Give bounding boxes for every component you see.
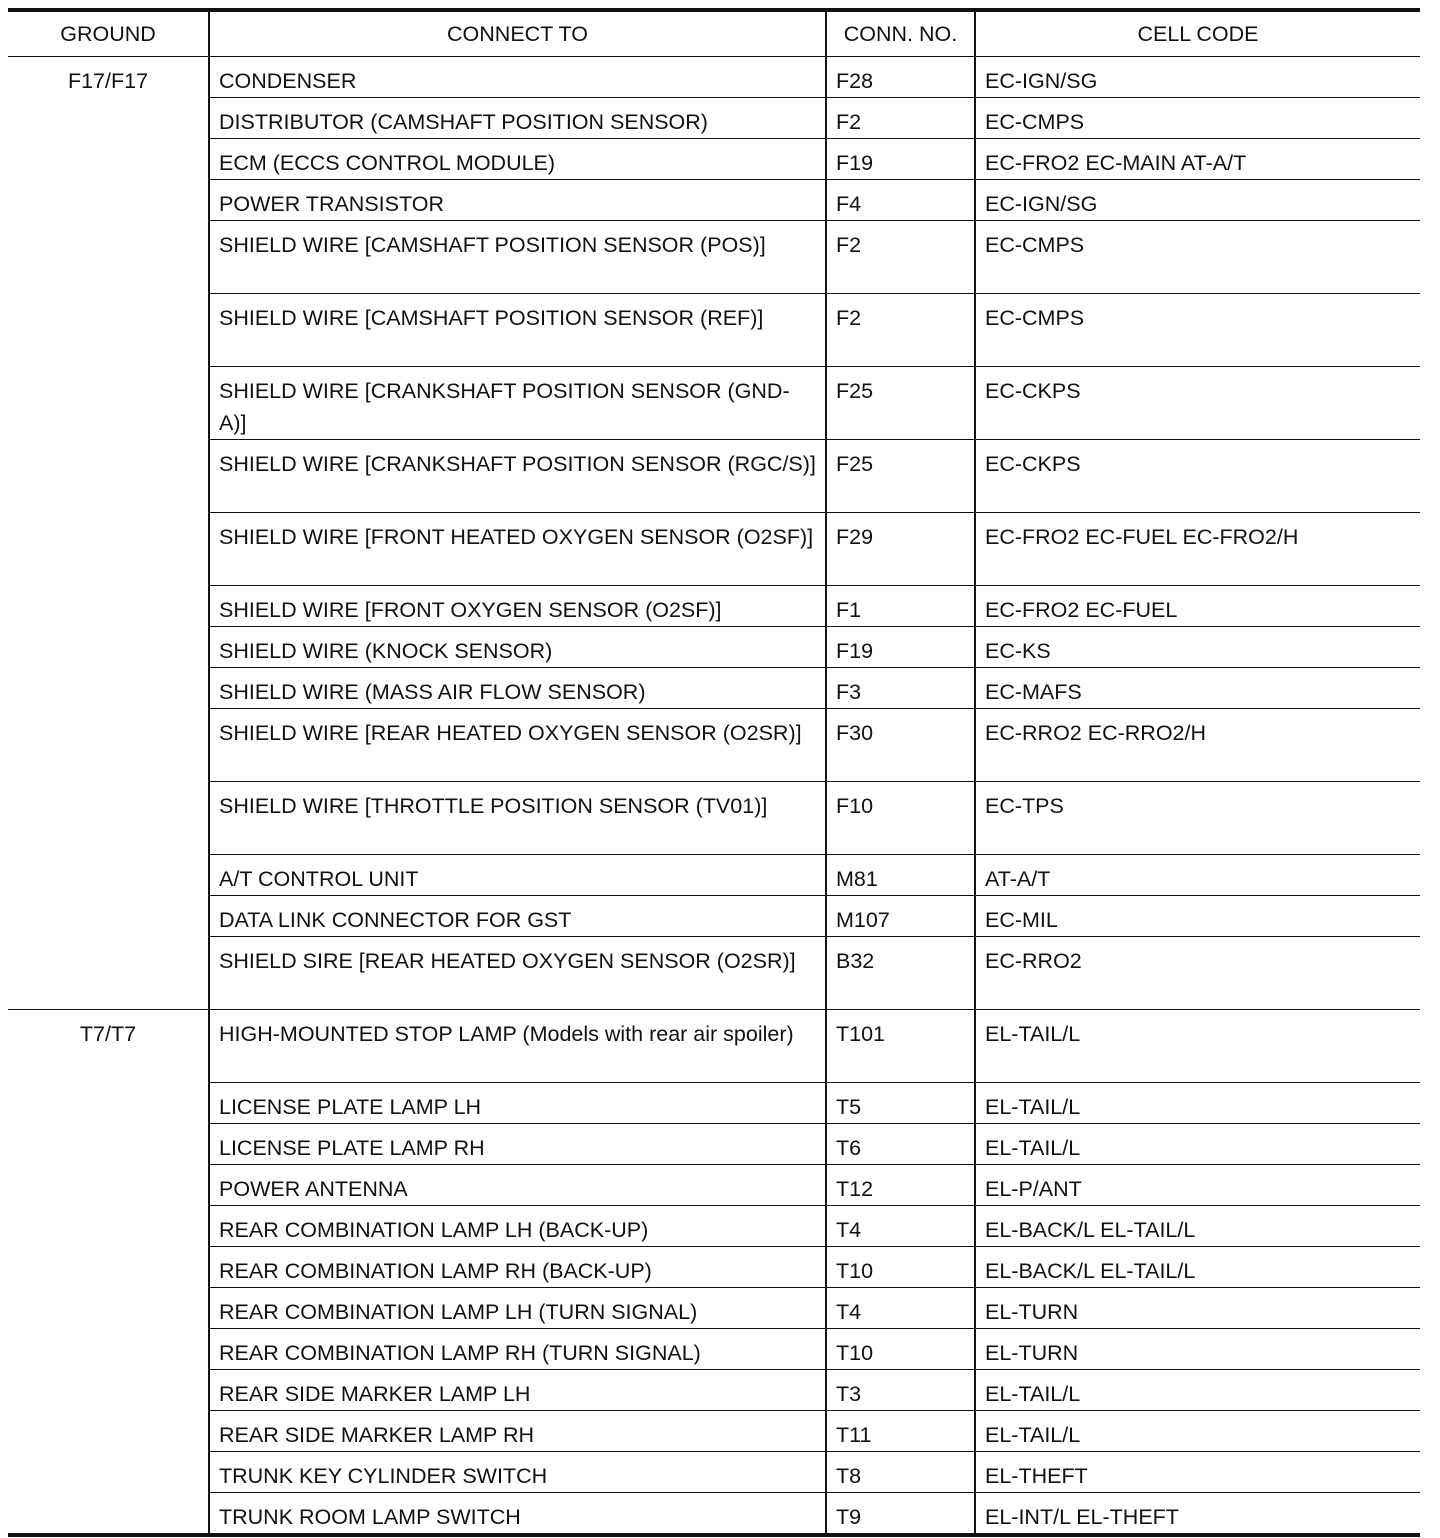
conn-no-cell: T12 bbox=[826, 1165, 975, 1206]
table-row bbox=[8, 896, 1420, 937]
connect-to-cell: SHIELD WIRE [CAMSHAFT POSITION SENSOR (REF)] bbox=[209, 294, 826, 367]
connect-to-cell: CONDENSER bbox=[209, 57, 826, 98]
cell-code-cell: EL-INT/L EL-THEFT bbox=[975, 1493, 1420, 1536]
connect-to-cell: SHIELD WIRE [CRANKSHAFT POSITION SENSOR (GND-A)] bbox=[209, 367, 826, 440]
table-row bbox=[8, 1247, 1420, 1288]
cell-code-cell: EL-BACK/L EL-TAIL/L bbox=[975, 1247, 1420, 1288]
connect-to-cell: REAR SIDE MARKER LAMP LH bbox=[209, 1370, 826, 1411]
conn-no-cell: M81 bbox=[826, 855, 975, 896]
table-row bbox=[8, 221, 1420, 294]
cell-code-cell: EC-KS bbox=[975, 627, 1420, 668]
conn-no-cell: T6 bbox=[826, 1124, 975, 1165]
cell-code-cell: EC-FRO2 EC-MAIN AT-A/T bbox=[975, 139, 1420, 180]
table-row bbox=[8, 1329, 1420, 1370]
connect-to-cell: A/T CONTROL UNIT bbox=[209, 855, 826, 896]
conn-no-cell: T10 bbox=[826, 1247, 975, 1288]
conn-no-cell: T8 bbox=[826, 1452, 975, 1493]
conn-no-cell: T4 bbox=[826, 1206, 975, 1247]
connect-to-cell: TRUNK ROOM LAMP SWITCH bbox=[209, 1493, 826, 1536]
conn-no-cell: F2 bbox=[826, 221, 975, 294]
cell-code-cell: EC-TPS bbox=[975, 782, 1420, 855]
conn-no-cell: F4 bbox=[826, 180, 975, 221]
conn-no-cell: T3 bbox=[826, 1370, 975, 1411]
connect-to-cell: ECM (ECCS CONTROL MODULE) bbox=[209, 139, 826, 180]
cell-code-cell: EL-TAIL/L bbox=[975, 1010, 1420, 1083]
table-row bbox=[8, 1411, 1420, 1452]
cell-code-cell: EC-CMPS bbox=[975, 294, 1420, 367]
connect-to-cell: LICENSE PLATE LAMP LH bbox=[209, 1083, 826, 1124]
conn-no-cell: F28 bbox=[826, 57, 975, 98]
connect-to-cell: TRUNK KEY CYLINDER SWITCH bbox=[209, 1452, 826, 1493]
conn-no-cell: F3 bbox=[826, 668, 975, 709]
cell-code-cell: EC-CMPS bbox=[975, 221, 1420, 294]
table-row bbox=[8, 709, 1420, 782]
cell-code-cell: EC-MAFS bbox=[975, 668, 1420, 709]
conn-no-cell: T11 bbox=[826, 1411, 975, 1452]
table-row bbox=[8, 139, 1420, 180]
connect-to-cell: REAR COMBINATION LAMP RH (TURN SIGNAL) bbox=[209, 1329, 826, 1370]
connect-to-cell: SHIELD WIRE [FRONT HEATED OXYGEN SENSOR (O2SF)] bbox=[209, 513, 826, 586]
header-ground: GROUND bbox=[8, 10, 209, 57]
ground-cell: F17/F17 bbox=[8, 57, 209, 1010]
cell-code-cell: EC-CMPS bbox=[975, 98, 1420, 139]
table-row bbox=[8, 513, 1420, 586]
connect-to-cell: POWER TRANSISTOR bbox=[209, 180, 826, 221]
ground-cell: T7/T7 bbox=[8, 1010, 209, 1536]
header-row bbox=[8, 10, 1420, 57]
cell-code-cell: EC-IGN/SG bbox=[975, 180, 1420, 221]
conn-no-cell: F19 bbox=[826, 627, 975, 668]
table-row bbox=[8, 586, 1420, 627]
table-body bbox=[8, 57, 1420, 1536]
conn-no-cell: F1 bbox=[826, 586, 975, 627]
conn-no-cell: T101 bbox=[826, 1010, 975, 1083]
connect-to-cell: SHIELD WIRE [REAR HEATED OXYGEN SENSOR (O2SR)] bbox=[209, 709, 826, 782]
table-row bbox=[8, 98, 1420, 139]
table-row bbox=[8, 1452, 1420, 1493]
connect-to-cell: SHIELD WIRE [CRANKSHAFT POSITION SENSOR (RGC/S)] bbox=[209, 440, 826, 513]
conn-no-cell: F2 bbox=[826, 98, 975, 139]
cell-code-cell: EC-IGN/SG bbox=[975, 57, 1420, 98]
table-row bbox=[8, 180, 1420, 221]
cell-code-cell: EC-RRO2 EC-RRO2/H bbox=[975, 709, 1420, 782]
table-row bbox=[8, 1370, 1420, 1411]
table-row bbox=[8, 937, 1420, 1010]
connect-to-cell: SHIELD WIRE (KNOCK SENSOR) bbox=[209, 627, 826, 668]
cell-code-cell: EL-TURN bbox=[975, 1288, 1420, 1329]
conn-no-cell: F2 bbox=[826, 294, 975, 367]
connect-to-cell: SHIELD SIRE [REAR HEATED OXYGEN SENSOR (O2SR)] bbox=[209, 937, 826, 1010]
connect-to-cell: HIGH-MOUNTED STOP LAMP (Models with rear air spoiler) bbox=[209, 1010, 826, 1083]
connect-to-cell: SHIELD WIRE [FRONT OXYGEN SENSOR (O2SF)] bbox=[209, 586, 826, 627]
cell-code-cell: EC-CKPS bbox=[975, 367, 1420, 440]
connect-to-cell: POWER ANTENNA bbox=[209, 1165, 826, 1206]
table-row bbox=[8, 57, 1420, 98]
table-row bbox=[8, 1010, 1420, 1083]
conn-no-cell: F25 bbox=[826, 367, 975, 440]
cell-code-cell: EL-TURN bbox=[975, 1329, 1420, 1370]
cell-code-cell: EL-BACK/L EL-TAIL/L bbox=[975, 1206, 1420, 1247]
table-row bbox=[8, 1083, 1420, 1124]
cell-code-cell: EC-RRO2 bbox=[975, 937, 1420, 1010]
table-row bbox=[8, 668, 1420, 709]
table-row bbox=[8, 1288, 1420, 1329]
connect-to-cell: DATA LINK CONNECTOR FOR GST bbox=[209, 896, 826, 937]
connect-to-cell: REAR COMBINATION LAMP LH (BACK-UP) bbox=[209, 1206, 826, 1247]
table-row bbox=[8, 1165, 1420, 1206]
table-row bbox=[8, 1206, 1420, 1247]
connect-to-cell: SHIELD WIRE [THROTTLE POSITION SENSOR (TV01)] bbox=[209, 782, 826, 855]
connect-to-cell: REAR COMBINATION LAMP RH (BACK-UP) bbox=[209, 1247, 826, 1288]
table-row bbox=[8, 782, 1420, 855]
cell-code-cell: EC-FRO2 EC-FUEL bbox=[975, 586, 1420, 627]
cell-code-cell: AT-A/T bbox=[975, 855, 1420, 896]
table-row bbox=[8, 367, 1420, 440]
table-row bbox=[8, 1493, 1420, 1536]
conn-no-cell: M107 bbox=[826, 896, 975, 937]
conn-no-cell: B32 bbox=[826, 937, 975, 1010]
cell-code-cell: EC-FRO2 EC-FUEL EC-FRO2/H bbox=[975, 513, 1420, 586]
table-row bbox=[8, 855, 1420, 896]
cell-code-cell: EC-MIL bbox=[975, 896, 1420, 937]
conn-no-cell: F30 bbox=[826, 709, 975, 782]
cell-code-cell: EL-THEFT bbox=[975, 1452, 1420, 1493]
connect-to-cell: REAR COMBINATION LAMP LH (TURN SIGNAL) bbox=[209, 1288, 826, 1329]
table-row bbox=[8, 294, 1420, 367]
connect-to-cell: REAR SIDE MARKER LAMP RH bbox=[209, 1411, 826, 1452]
header-connect-to: CONNECT TO bbox=[209, 10, 826, 57]
conn-no-cell: F10 bbox=[826, 782, 975, 855]
conn-no-cell: T10 bbox=[826, 1329, 975, 1370]
ground-distribution-table bbox=[8, 8, 1420, 1537]
connect-to-cell: LICENSE PLATE LAMP RH bbox=[209, 1124, 826, 1165]
conn-no-cell: T5 bbox=[826, 1083, 975, 1124]
connect-to-cell: SHIELD WIRE (MASS AIR FLOW SENSOR) bbox=[209, 668, 826, 709]
conn-no-cell: F19 bbox=[826, 139, 975, 180]
header-cell-code: CELL CODE bbox=[975, 10, 1420, 57]
connect-to-cell: SHIELD WIRE [CAMSHAFT POSITION SENSOR (POS)] bbox=[209, 221, 826, 294]
table-row bbox=[8, 627, 1420, 668]
conn-no-cell: T9 bbox=[826, 1493, 975, 1536]
cell-code-cell: EL-TAIL/L bbox=[975, 1124, 1420, 1165]
cell-code-cell: EL-TAIL/L bbox=[975, 1083, 1420, 1124]
table-header bbox=[8, 10, 1420, 57]
conn-no-cell: F25 bbox=[826, 440, 975, 513]
table-row bbox=[8, 440, 1420, 513]
connect-to-cell: DISTRIBUTOR (CAMSHAFT POSITION SENSOR) bbox=[209, 98, 826, 139]
table-row bbox=[8, 1124, 1420, 1165]
cell-code-cell: EC-CKPS bbox=[975, 440, 1420, 513]
header-conn-no: CONN. NO. bbox=[826, 10, 975, 57]
conn-no-cell: F29 bbox=[826, 513, 975, 586]
conn-no-cell: T4 bbox=[826, 1288, 975, 1329]
cell-code-cell: EL-TAIL/L bbox=[975, 1411, 1420, 1452]
cell-code-cell: EL-TAIL/L bbox=[975, 1370, 1420, 1411]
cell-code-cell: EL-P/ANT bbox=[975, 1165, 1420, 1206]
